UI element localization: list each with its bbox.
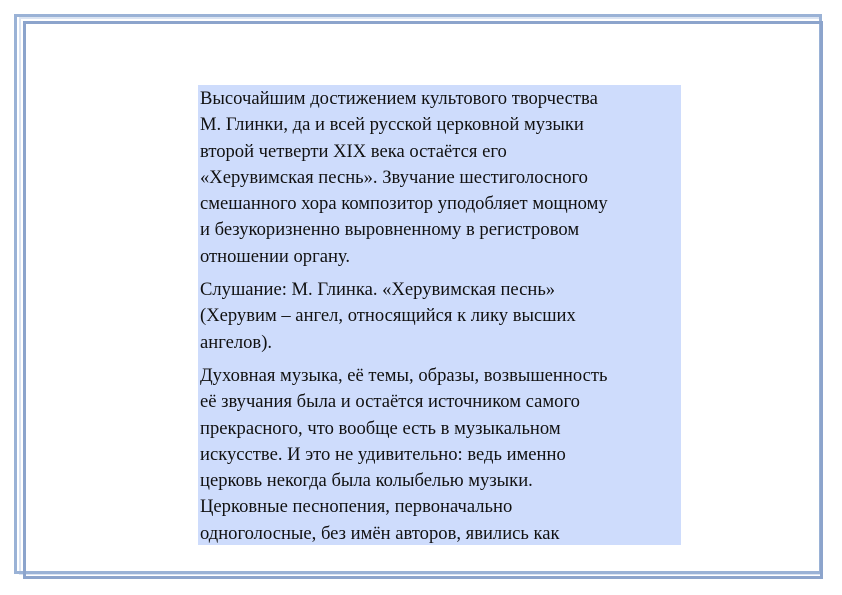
text-line: одноголосные, без имён авторов, явились как [200,522,560,544]
text-line: искусстве. И это не удивительно: ведь именно [200,443,566,465]
text-line: ангелов). [200,331,273,353]
text-box [198,85,681,545]
text-line: отношении органу. [200,245,351,267]
text-line: Церковные песнопения, первоначально [200,496,513,518]
text-line: Слушание: М. Глинка. «Херувимская песнь» [200,279,556,301]
text-line: и безукоризненно выровненному в регистровом [200,219,580,241]
text-line: её звучания была и остаётся источником самого [200,391,580,413]
paragraph-sacred-music [200,363,679,545]
paragraph-glinka-achievement [200,86,679,270]
text-line: второй четверти XIX века остаётся его [200,140,507,162]
text-line: церковь некогда была колыбелью музыки. [200,470,533,492]
text-line: Духовная музыка, её темы, образы, возвышенность [200,364,608,386]
paragraph-listening [200,277,679,356]
text-line: (Херувим – ангел, относящийся к лику высших [200,305,576,327]
text-line: прекрасного, что вообще есть в музыкальном [200,417,561,439]
text-line: смешанного хора композитор уподобляет мощному [200,193,608,215]
text-line: М. Глинки, да и всей русской церковной музыки [200,114,584,136]
text-line: Высочайшим достижением культового творчества [200,88,598,109]
text-line: «Херувимская песнь». Звучание шестиголосного [200,166,588,188]
